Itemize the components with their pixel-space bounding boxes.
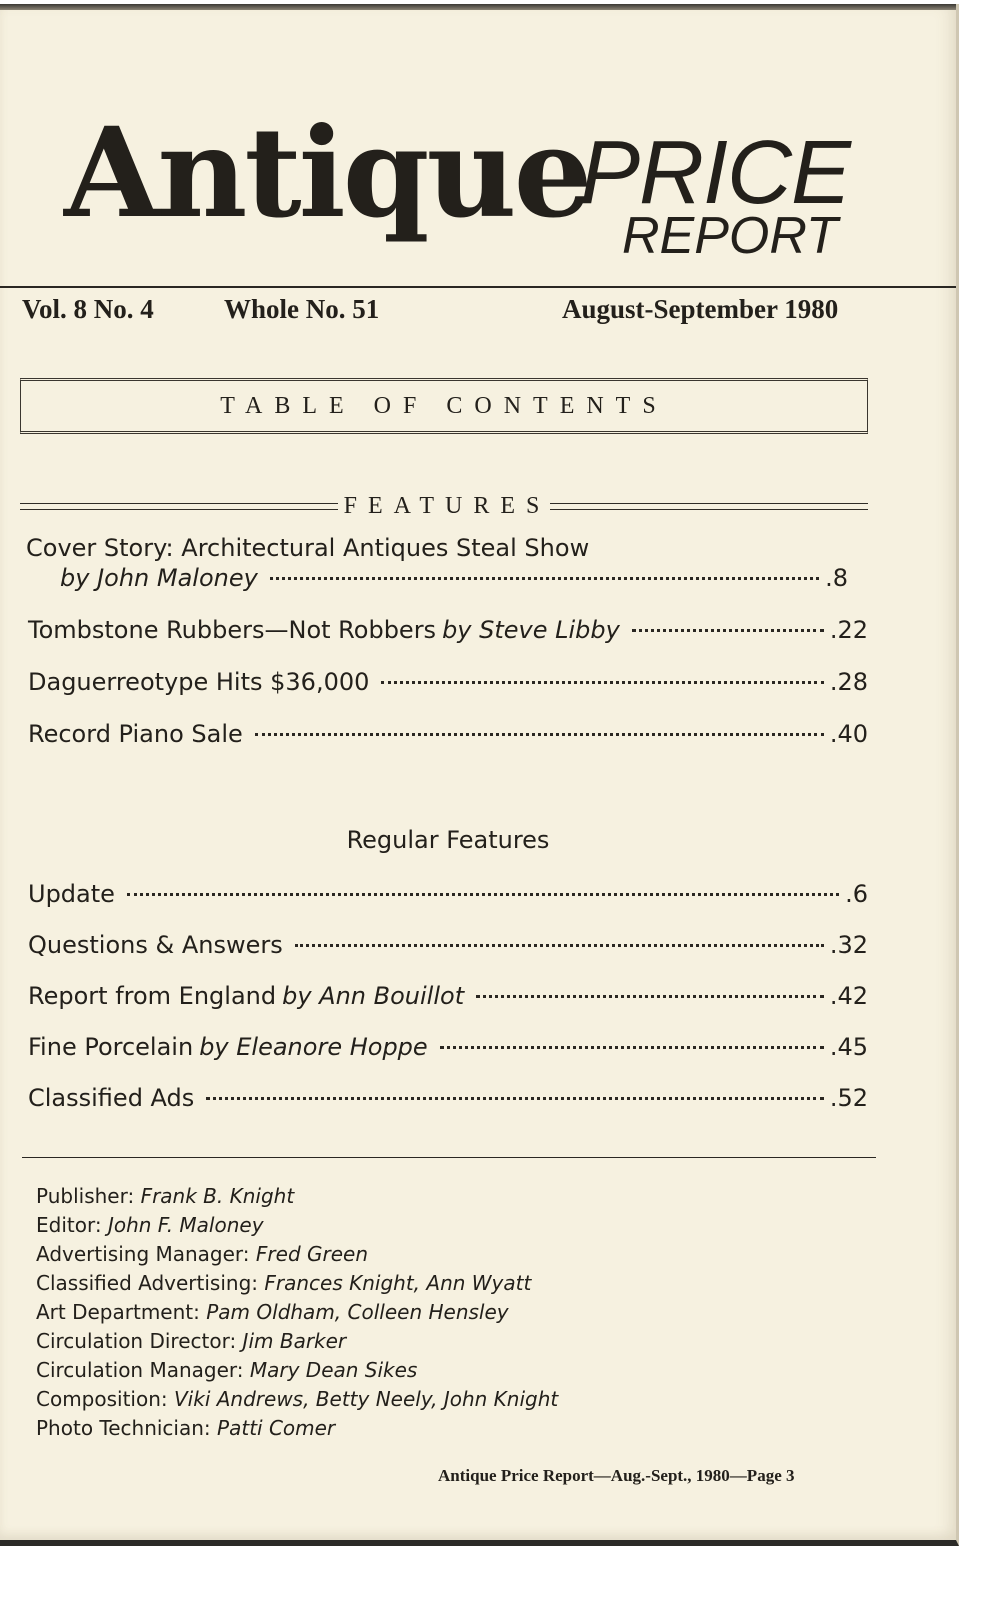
issue-whole-number: Whole No. 51: [224, 294, 380, 324]
toc-entry-page: .52: [829, 1084, 868, 1112]
staff-name: Fred Green: [255, 1242, 368, 1266]
staff-role: Art Department:: [36, 1300, 200, 1324]
toc-entry-title: Questions & Answers: [28, 931, 283, 959]
toc-entry[interactable]: [28, 1084, 868, 1112]
toc-entry[interactable]: [28, 668, 868, 696]
toc-entry[interactable]: [28, 931, 868, 959]
toc-entry[interactable]: [60, 564, 848, 592]
toc-heading-box: [20, 378, 868, 434]
magazine-page: [0, 4, 959, 1546]
staff-row: [36, 1356, 558, 1385]
toc-entry[interactable]: [28, 880, 868, 908]
toc-entry-page: .42: [829, 982, 868, 1010]
divider-line-right: [550, 503, 868, 510]
toc-entry-byline: by Eleanore Hoppe: [199, 1033, 428, 1061]
staff-row: [36, 1298, 558, 1327]
staff-name: Pam Oldham, Colleen Hensley: [206, 1300, 509, 1324]
toc-entry-page: .8: [825, 564, 848, 592]
staff-name: Frances Knight, Ann Wyatt: [264, 1271, 532, 1295]
staff-row: [36, 1182, 558, 1211]
dot-leader: [381, 681, 823, 684]
masthead-logo-antique: Antique: [64, 101, 590, 246]
masthead-rule: [0, 286, 956, 288]
staff-role: Composition:: [36, 1387, 168, 1411]
toc-entry-page: .40: [829, 720, 868, 748]
toc-entry-title: Record Piano Sale: [28, 720, 243, 748]
staff-role: Publisher:: [36, 1184, 135, 1208]
dot-leader: [440, 1046, 824, 1049]
toc-entry-page: .32: [829, 931, 868, 959]
issue-date: August-September 1980: [562, 294, 839, 324]
toc-entry-title: Update: [28, 880, 115, 908]
toc-entry-page: .22: [829, 616, 868, 644]
toc-entry[interactable]: [28, 982, 868, 1010]
staff-role: Circulation Manager:: [36, 1358, 244, 1382]
staff-row: [36, 1269, 558, 1298]
issue-volume: Vol. 8 No. 4: [22, 294, 154, 324]
staff-name: Frank B. Knight: [140, 1184, 295, 1208]
dot-leader: [270, 577, 819, 580]
staff-row: [36, 1414, 558, 1443]
toc-entry-title: Report from England: [28, 982, 277, 1010]
toc-entry[interactable]: [28, 1033, 868, 1061]
toc-entry-title: Tombstone Rubbers—Not Robbers: [28, 616, 437, 644]
dot-leader: [295, 944, 824, 947]
staff-role: Circulation Director:: [36, 1329, 237, 1353]
staff-name: Jim Barker: [242, 1329, 347, 1353]
masthead-logo-report: REPORT: [622, 207, 838, 265]
toc-entry-title: Classified Ads: [28, 1084, 195, 1112]
toc-entry-page: .6: [845, 880, 868, 908]
staff-divider: [22, 1157, 876, 1158]
dot-leader: [632, 629, 824, 632]
dot-leader: [206, 1097, 824, 1100]
staff-name: Mary Dean Sikes: [249, 1358, 418, 1382]
staff-role: Classified Advertising:: [36, 1271, 259, 1295]
toc-entry-byline: by John Maloney: [60, 564, 258, 592]
dot-leader: [255, 733, 824, 736]
toc-title: TABLE OF CONTENTS: [220, 392, 668, 419]
toc-entry-title: Cover Story: Architectural Antiques Steal Show: [26, 534, 590, 562]
staff-row: [36, 1211, 558, 1240]
masthead-logo-price: PRICE: [580, 123, 851, 223]
staff-role: Photo Technician:: [36, 1416, 211, 1440]
page-footer: Antique Price Report—Aug.-Sept., 1980—Page 3: [438, 1466, 795, 1485]
staff-row: [36, 1240, 558, 1269]
toc-entry-page: .45: [829, 1033, 868, 1061]
dot-leader: [127, 893, 839, 896]
divider-line-left: [20, 503, 338, 510]
staff-row: [36, 1385, 558, 1414]
features-divider: [20, 491, 868, 521]
staff-name: Patti Comer: [217, 1416, 336, 1440]
staff-role: Advertising Manager:: [36, 1242, 250, 1266]
staff-name: Viki Andrews, Betty Neely, John Knight: [174, 1387, 559, 1411]
dot-leader: [476, 995, 824, 998]
staff-row: [36, 1327, 558, 1356]
staff-list: [36, 1182, 558, 1443]
toc-entry-byline: by Steve Libby: [442, 616, 620, 644]
toc-entry-title: Daguerreotype Hits $36,000: [28, 668, 370, 696]
toc-entry-page: .28: [829, 668, 868, 696]
staff-role: Editor:: [36, 1213, 102, 1237]
toc-entry[interactable]: [28, 616, 868, 644]
toc-entry-byline: by Ann Bouillot: [282, 982, 465, 1010]
staff-name: John F. Maloney: [107, 1213, 264, 1237]
toc-entry[interactable]: [28, 720, 868, 748]
toc-entry-title: Fine Porcelain: [28, 1033, 194, 1061]
regular-features-heading: Regular Features: [346, 826, 550, 854]
page-top-edge: [0, 4, 956, 10]
features-label: FEATURES: [343, 492, 551, 519]
